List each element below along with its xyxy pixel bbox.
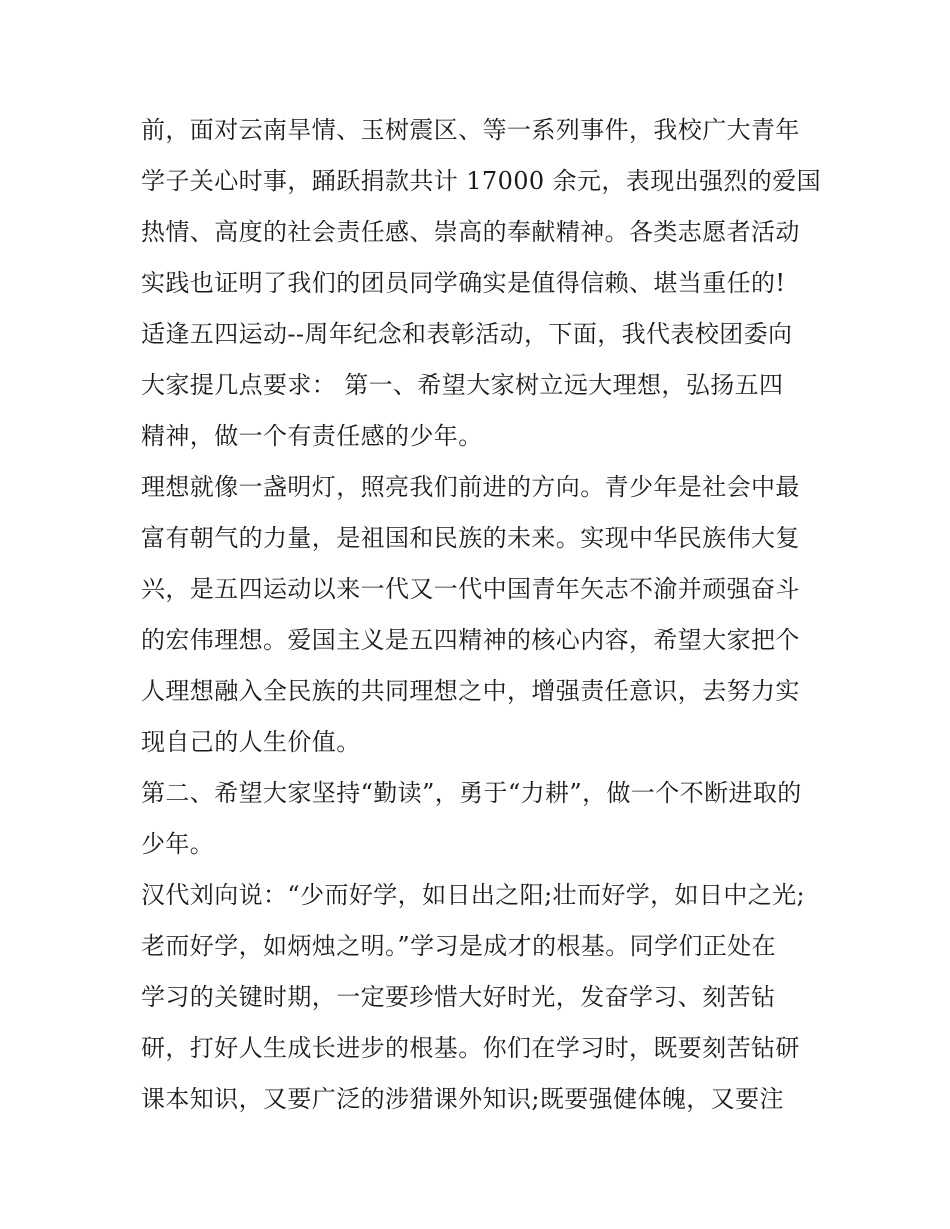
text-line: 大家提几点要求： 第一、希望大家树立远大理想，弘扬五四 bbox=[141, 371, 784, 399]
text-line: 人理想融入全民族的共同理想之中，增强责任意识，去努力实 bbox=[141, 677, 800, 705]
text-line: 热情、高度的社会责任感、崇高的奉献精神。各类志愿者活动 bbox=[141, 218, 800, 246]
text-line: 老而好学，如炳烛之明。”学习是成才的根基。同学们正处在 bbox=[141, 932, 777, 960]
text-line: 少年。 bbox=[141, 830, 215, 858]
text-line: 兴，是五四运动以来一代又一代中国青年矢志不渝并顽强奋斗 bbox=[141, 575, 800, 603]
text-line: 第二、希望大家坚持“勤读”，勇于“力耕”，做一个不断进取的 bbox=[141, 779, 802, 807]
text-line: 学子关心时事，踊跃捐款共计 17000 余元，表现出强烈的爱国 bbox=[141, 167, 822, 195]
text-line: 研，打好人生成长进步的根基。你们在学习时，既要刻苦钻研 bbox=[141, 1034, 800, 1062]
text-line: 汉代刘向说：“少而好学，如日出之阳;壮而好学，如日中之光; bbox=[141, 881, 806, 909]
text-line: 富有朝气的力量，是祖国和民族的未来。实现中华民族伟大复 bbox=[141, 524, 800, 552]
text-line: 课本知识，又要广泛的涉猎课外知识;既要强健体魄，又要注 bbox=[141, 1085, 784, 1113]
text-line: 适逢五四运动--周年纪念和表彰活动，下面，我代表校团委向 bbox=[141, 320, 793, 348]
text-line: 前，面对云南旱情、玉树震区、等一系列事件，我校广大青年 bbox=[141, 116, 800, 144]
text-line: 精神，做一个有责任感的少年。 bbox=[141, 422, 483, 450]
text-line: 现自己的人生价值。 bbox=[141, 728, 361, 756]
text-line: 实践也证明了我们的团员同学确实是值得信赖、堪当重任的! bbox=[141, 269, 786, 297]
body-text bbox=[141, 105, 821, 1125]
text-line: 的宏伟理想。爱国主义是五四精神的核心内容，希望大家把个 bbox=[141, 626, 800, 654]
text-line: 学习的关键时期，一定要珍惜大好时光，发奋学习、刻苦钻 bbox=[141, 983, 776, 1011]
text-line: 理想就像一盏明灯，照亮我们前进的方向。青少年是社会中最 bbox=[141, 473, 800, 501]
